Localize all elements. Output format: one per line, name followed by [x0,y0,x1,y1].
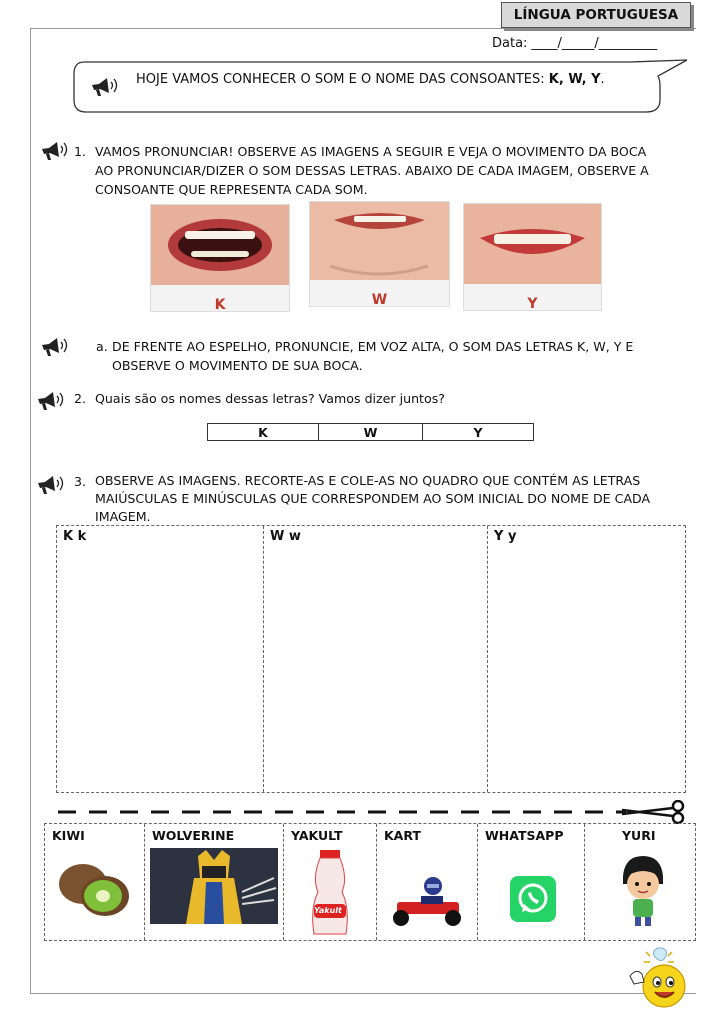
mouth-letter-y: Y [527,296,538,312]
megaphone-icon [36,390,66,412]
mouth-k-icon [151,205,289,285]
yuri-character-icon [619,854,667,928]
cutout-wolverine[interactable]: WOLVERINE [145,824,284,940]
q1-text: VAMOS PRONUNCIAR! OBSERVE AS IMAGENS A SEGUIR E VEJA O MOVIMENTO DA BOCA AO PRONUNCIAR/DIZER O SOM DESSAS LETRAS. ABAIXO DE CADA IMAGEM, OBSERVE A CONSOANTE QUE REPRESENTA CADA SOM. [95,144,649,197]
mouth-w-icon [310,202,449,280]
grid-column-k[interactable] [57,526,264,792]
grid-header-w: W w [270,529,301,544]
q3-text: OBSERVE AS IMAGENS. RECORTE-AS E COLE-AS NO QUADRO QUE CONTÉM AS LETRAS MAIÚSCULAS E MINÚSCULAS QUE CORRESPONDEM AO SOM INICIAL DO NOME DE CADA IMAGEM. [95,473,651,524]
yakult-bottle-icon [308,848,352,938]
cutout-yuri[interactable]: YURI [585,824,695,940]
megaphone-icon [40,140,70,162]
letter-cell-w: W [319,424,423,441]
q3-number: 3. [74,474,87,489]
lightbulb-mascot-icon [626,946,696,1010]
megaphone-icon [90,76,120,98]
grid-column-y[interactable] [488,526,685,792]
scissors-icon [620,800,690,824]
cutout-kart[interactable]: KART [377,824,478,940]
subject-title: LÍNGUA PORTUGUESA [501,2,691,28]
speech-bubble [70,58,690,116]
wolverine-icon [150,848,278,924]
cutout-whatsapp[interactable]: WHATSAPP [478,824,585,940]
grid-header-k: K k [63,529,87,544]
mouth-y-icon [464,204,601,284]
qa-text: DE FRENTE AO ESPELHO, PRONUNCIE, EM VOZ ALTA, O SOM DAS LETRAS K, W, Y E OBSERVE O MOVIMENTO DE SUA BOCA. [112,339,634,373]
paste-grid [56,525,686,793]
kiwi-icon [57,860,131,918]
grid-column-w[interactable] [264,526,488,792]
cutout-yakult[interactable]: YAKULT Yakult [284,824,377,940]
letter-cell-y: Y [423,424,534,441]
intro-text: HOJE VAMOS CONHECER O SOM E O NOME DAS CONSOANTES: K, W, Y. [136,72,605,87]
megaphone-icon [36,474,66,496]
letters-table [207,423,534,441]
letter-cell-k: K [208,424,319,441]
cutout-kiwi[interactable]: KIWI [45,824,145,940]
qa-number: a. [96,339,108,354]
megaphone-icon [40,336,70,358]
kart-icon [387,874,467,928]
yakult-brand: Yakult [314,906,342,915]
q1-number: 1. [74,144,87,159]
q2-number: 2. [74,391,87,406]
cut-line [58,798,692,824]
mouth-image-k [150,204,290,312]
cutout-row [44,823,696,941]
whatsapp-icon [510,876,556,922]
grid-header-y: Y y [494,529,517,544]
q2-text: Quais são os nomes dessas letras? Vamos dizer juntos? [95,391,445,406]
mouth-image-w [309,201,450,307]
mouth-image-y [463,203,602,311]
mouth-letter-w: W [371,292,388,308]
date-line: Data: ____/_____/_________ [492,36,658,51]
mouth-letter-k: K [214,297,226,313]
